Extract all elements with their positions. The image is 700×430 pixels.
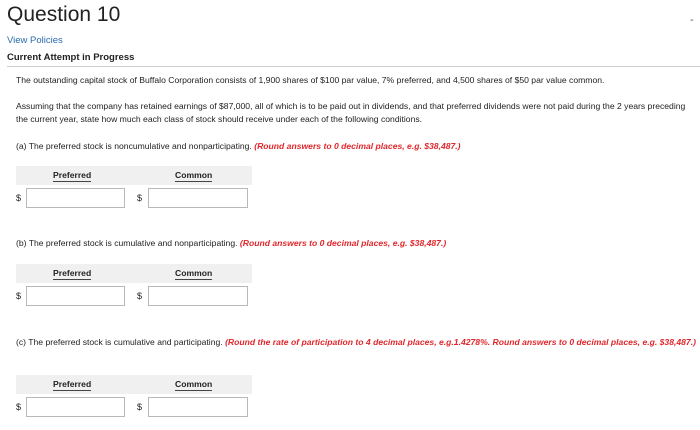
part-a-hint: (Round answers to 0 decimal places, e.g. $38,487.) <box>254 141 461 151</box>
part-b-hint: (Round answers to 0 decimal places, e.g. $38,487.) <box>239 238 447 248</box>
col-common: Common <box>175 268 213 278</box>
view-policies-link[interactable]: View Policies <box>7 35 63 46</box>
part-c-prompt <box>16 336 696 349</box>
part-b-table-header <box>16 264 252 283</box>
col-common: Common <box>175 170 213 180</box>
part-c-common-input[interactable] <box>148 397 248 417</box>
collapse-marker[interactable]: - <box>690 14 694 26</box>
col-preferred: Preferred <box>53 379 92 389</box>
divider <box>7 66 700 67</box>
part-c-answer-row <box>16 397 256 419</box>
part-a-common-input[interactable] <box>148 188 248 208</box>
col-preferred: Preferred <box>53 268 92 278</box>
part-c-table-header <box>16 375 252 394</box>
part-a-prompt <box>16 140 696 153</box>
part-a-preferred-input[interactable] <box>26 188 125 208</box>
currency-symbol: $ <box>137 193 143 203</box>
part-a-text: (a) The preferred stock is noncumulative and nonparticipating. <box>16 141 252 151</box>
part-b-text: (b) The preferred stock is cumulative and nonparticipating. <box>16 238 238 248</box>
part-a-table-header <box>16 166 252 185</box>
col-preferred: Preferred <box>53 170 92 180</box>
currency-symbol: $ <box>137 402 143 412</box>
page-title: Question 10 <box>7 3 121 26</box>
part-c-preferred-input[interactable] <box>26 397 125 417</box>
part-b-preferred-input[interactable] <box>26 286 125 306</box>
part-b-answer-row <box>16 286 256 308</box>
currency-symbol: $ <box>16 402 22 412</box>
currency-symbol: $ <box>16 193 22 203</box>
question-intro: The outstanding capital stock of Buffalo Corporation consists of 1,900 shares of $100 par value, 7% preferred, and 4,500 shares of $50 par value common. <box>16 75 605 85</box>
question-assumption: Assuming that the company has retained earnings of $87,000, all of which is to be paid out in dividends, and that preferred dividends were not paid during the 2 years preceding the current year, state how much each class of stock should receive under each of the following conditions. <box>16 101 686 124</box>
part-c-hint: (Round the rate of participation to 4 decimal places, e.g.1.4278%. Round answers to 0 decimal places, e.g. $38,487.) <box>225 337 696 347</box>
attempt-status: Current Attempt in Progress <box>7 52 135 63</box>
part-c-text: (c) The preferred stock is cumulative and participating. <box>16 337 223 347</box>
currency-symbol: $ <box>137 291 143 301</box>
col-common: Common <box>175 379 213 389</box>
currency-symbol: $ <box>16 291 22 301</box>
part-b-prompt <box>16 237 696 250</box>
part-a-answer-row <box>16 188 256 210</box>
part-b-common-input[interactable] <box>148 286 248 306</box>
